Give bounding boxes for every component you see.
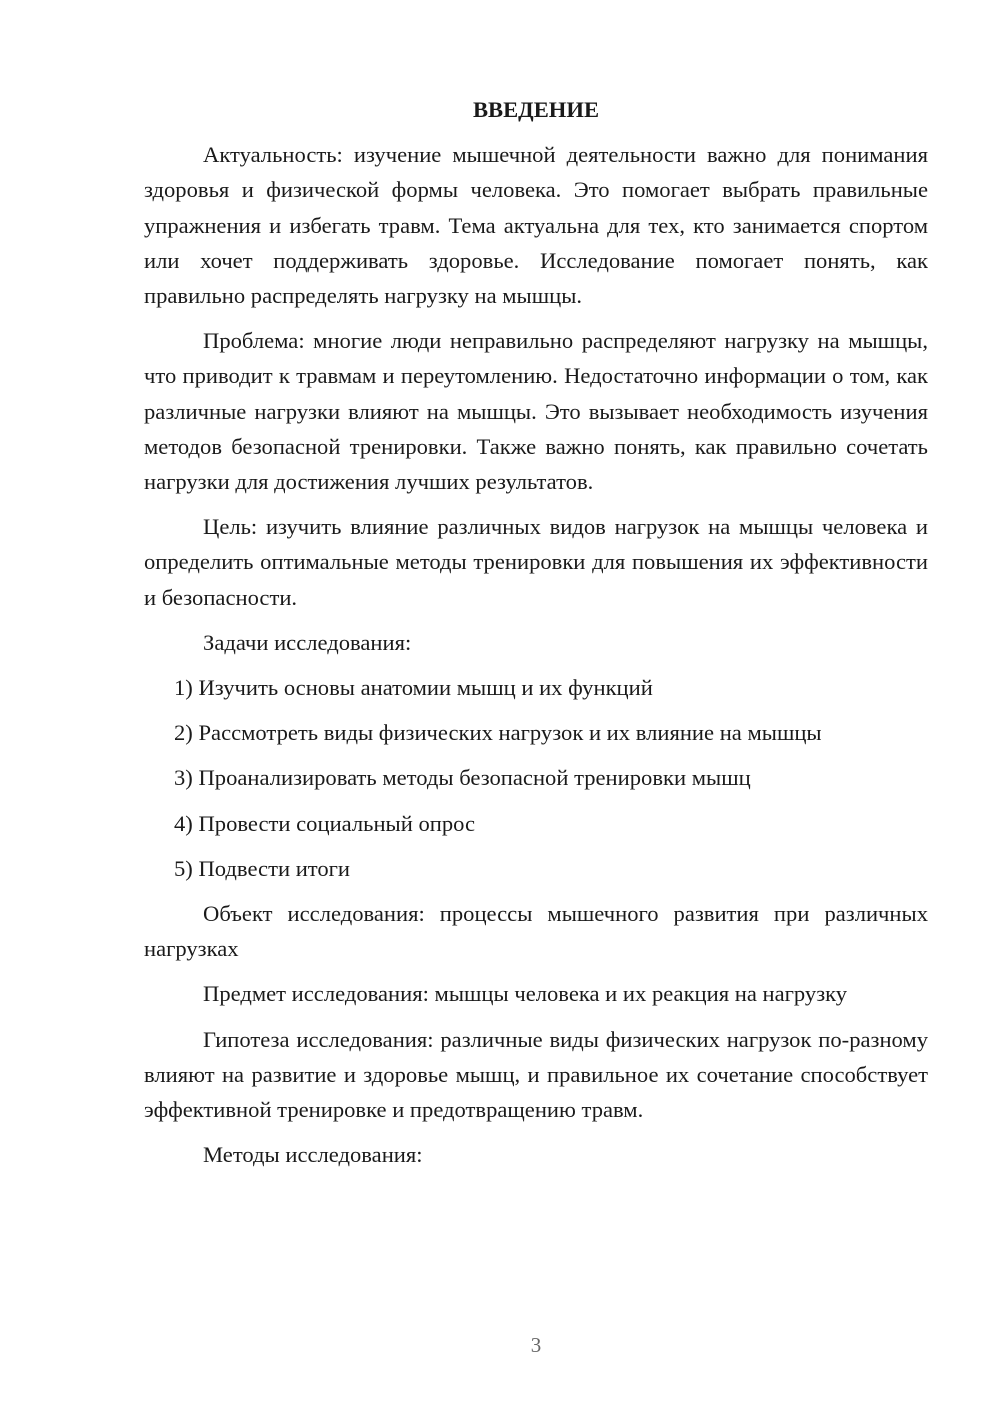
tasks-heading: Задачи исследования: <box>203 629 412 655</box>
object-paragraph: Объект исследования: процессы мышечного развития при различных нагрузках <box>144 901 928 962</box>
relevance-paragraph: Актуальность: изучение мышечной деятельности важно для понимания здоровья и физической формы человека. Это помогает выбрать правильные упражнения и избегать травм. Тема актуальна для тех, кто занимается спортом или хочет поддерживать здоровье. Исследование помогает понять, как правильно распределять нагрузку на мышцы. <box>144 142 928 309</box>
task-item: 1) Изучить основы анатомии мышц и их функций <box>174 675 653 701</box>
methods-heading: Методы исследования: <box>203 1142 423 1168</box>
section-title: ВВЕДЕНИЕ <box>472 97 600 122</box>
problem-paragraph: Проблема: многие люди неправильно распределяют нагрузку на мышцы, что приводит к травмам и переутомлению. Недостаточно информации о том, как различные нагрузки влияют на мышцы. Это вызывает необходимость изучения методов безопасной тренировки. Также важно понять, как правильно сочетать нагрузки для достижения лучших результатов. <box>144 328 928 495</box>
task-item: 5) Подвести итоги <box>174 855 351 881</box>
page-number: 3 <box>530 1333 542 1357</box>
goal-paragraph: Цель: изучить влияние различных видов нагрузок на мышцы человека и определить оптимальные методы тренировки для повышения их эффективности и безопасности. <box>144 514 928 610</box>
task-item: 3) Проанализировать методы безопасной тренировки мышц <box>174 765 751 791</box>
task-item: 4) Провести социальный опрос <box>174 810 476 836</box>
page-content <box>144 92 928 1182</box>
tasks-list <box>144 670 928 886</box>
task-item: 2) Рассмотреть виды физических нагрузок и их влияние на мышцы <box>174 720 822 746</box>
subject-paragraph: Предмет исследования: мышцы человека и их реакция на нагрузку <box>203 981 848 1007</box>
hypothesis-paragraph: Гипотеза исследования: различные виды физических нагрузок по-разному влияют на развитие и здоровье мышц, и правильное их сочетание способствует эффективной тренировке и предотвращению травм. <box>144 1026 928 1123</box>
